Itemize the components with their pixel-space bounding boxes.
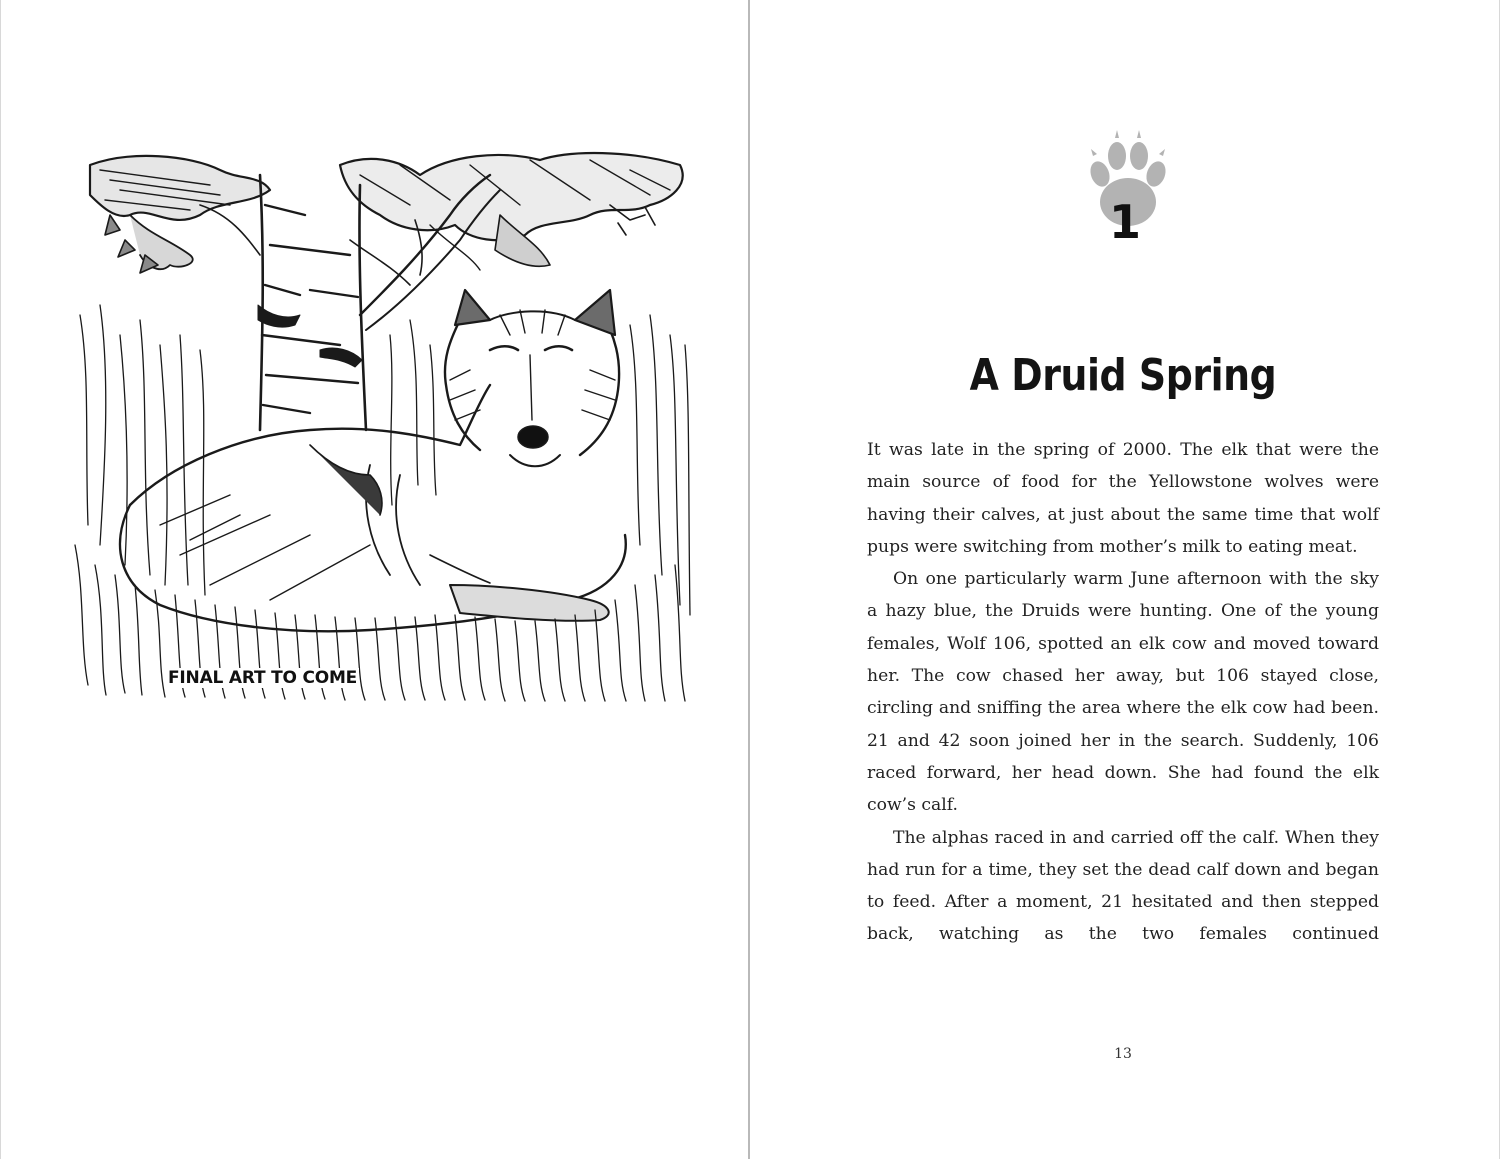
chapter-title: A Druid Spring <box>969 350 1277 401</box>
page-number: 13 <box>1114 1046 1132 1062</box>
wolf-sketch-icon <box>70 145 695 705</box>
wolf-illustration <box>70 145 695 705</box>
art-caption: FINAL ART TO COME <box>168 668 358 688</box>
paragraph: It was late in the spring of 2000. The elk that were the main source of food for the Yellowstone wolves were having their calves, at just about the same time that wolf pups were switching from mother’s milk to eating meat. <box>867 440 1379 557</box>
chapter-number: 1 <box>1108 195 1141 249</box>
page-edge <box>0 0 1 1159</box>
paragraph: On one particularly warm June afternoon with the sky a hazy blue, the Druids were hunting. One of the young females, Wolf 106, spotted an elk cow and moved toward her. The cow chased her away, but 106 stayed close, circling and sniffing the area where the elk cow had been. 21 and 42 soon joined her in the search. Suddenly, 106 raced forward, her head down. She had found the elk cow’s calf. <box>867 569 1379 816</box>
chapter-body <box>867 434 1379 951</box>
paragraph: The alphas raced in and carried off the calf. When they had run for a time, they set the dead calf down and began to feed. After a moment, 21 hesitated and then stepped back, watching as the two females continued <box>867 827 1379 945</box>
left-page <box>0 0 749 1159</box>
